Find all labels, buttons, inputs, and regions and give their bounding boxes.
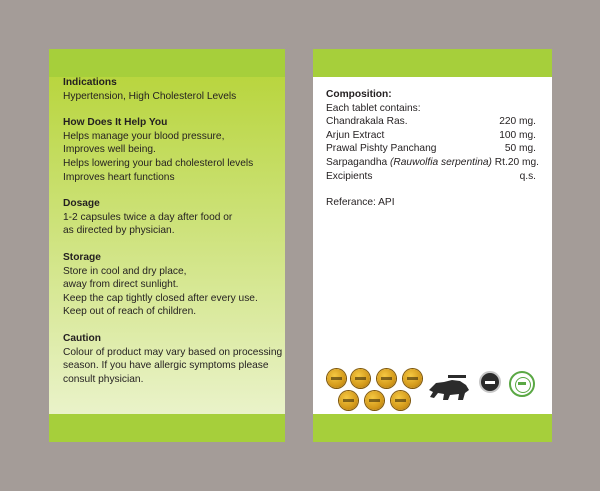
section-line: Hypertension, High Cholesterol Levels bbox=[63, 90, 237, 102]
quality-seal-icon bbox=[351, 369, 370, 388]
ingredient-name bbox=[326, 142, 436, 156]
section-line: consult physician. bbox=[63, 373, 144, 385]
section-line: Improves heart functions bbox=[63, 171, 175, 183]
make-in-india-lion-icon bbox=[428, 374, 470, 402]
section-line: Helps manage your blood pressure, bbox=[63, 130, 225, 142]
section-line: season. If you have allergic symptoms please bbox=[63, 360, 269, 372]
bottom-band bbox=[313, 414, 552, 442]
composition-title: Composition: bbox=[326, 89, 392, 100]
composition-card bbox=[313, 49, 552, 442]
ingredient-name-text: Chandrakala Ras. bbox=[326, 116, 408, 128]
section-heading: Caution bbox=[63, 332, 101, 344]
section-heading: How Does It Help You bbox=[63, 117, 168, 129]
ingredient-qty: q.s. bbox=[519, 170, 536, 182]
ingredient-qty: 20 mg. bbox=[507, 156, 539, 168]
section-line: as directed by physician. bbox=[63, 225, 175, 237]
natural-100-icon bbox=[509, 371, 535, 397]
ingredient-name bbox=[326, 115, 408, 129]
quality-seal-icon bbox=[377, 369, 396, 388]
ingredient-row bbox=[326, 129, 536, 143]
section-line: away from direct sunlight. bbox=[63, 279, 179, 291]
quality-seal-icon bbox=[403, 369, 422, 388]
composition-intro: Each tablet contains: bbox=[326, 102, 421, 114]
section-storage bbox=[63, 251, 275, 319]
ingredient-qty: 50 mg. bbox=[504, 143, 536, 155]
section-line: Keep out of reach of children. bbox=[63, 306, 197, 318]
ingredient-row bbox=[326, 156, 539, 170]
info-card bbox=[49, 49, 285, 442]
section-heading: Storage bbox=[63, 251, 101, 263]
section-line: Store in cool and dry place, bbox=[63, 265, 187, 277]
section-heading: Dosage bbox=[63, 198, 100, 210]
reference-text: Referance: API bbox=[326, 197, 395, 209]
section-line: Keep the cap tightly closed after every use. bbox=[63, 292, 258, 304]
ingredient-name bbox=[326, 170, 372, 184]
ingredient-row bbox=[326, 115, 536, 129]
ingredient-row bbox=[326, 170, 536, 184]
quality-seal-icon bbox=[339, 391, 358, 410]
info-content bbox=[63, 76, 283, 399]
quality-seal-icon bbox=[391, 391, 410, 410]
section-indications bbox=[63, 76, 275, 103]
ingredient-name bbox=[326, 156, 508, 170]
section-dosage bbox=[63, 197, 275, 238]
ingredient-name-text: Excipients bbox=[326, 170, 373, 182]
section-line: Improves well being. bbox=[63, 144, 156, 156]
quality-seal-icon bbox=[365, 391, 384, 410]
ingredient-name-text: Arjun Extract bbox=[326, 129, 385, 141]
ingredient-name-suffix: Rt. bbox=[491, 156, 508, 168]
bottom-band bbox=[49, 414, 285, 442]
ingredient-list bbox=[326, 115, 539, 183]
gmp-quality-icon bbox=[479, 371, 501, 393]
section-caution bbox=[63, 332, 283, 386]
ingredient-row bbox=[326, 142, 536, 156]
ingredient-name bbox=[326, 129, 384, 143]
top-band bbox=[313, 49, 552, 77]
quality-seal-icon bbox=[327, 369, 346, 388]
section-heading: Indications bbox=[63, 77, 117, 88]
section-line: Helps lowering your bad cholesterol levels bbox=[63, 157, 254, 169]
quality-seals bbox=[325, 367, 425, 413]
ingredient-qty: 100 mg. bbox=[499, 129, 536, 141]
ingredient-name-text: Sarpagandha bbox=[326, 156, 391, 168]
ingredient-botanical-name: (Rauwolfia serpentina) bbox=[390, 156, 492, 168]
composition-content bbox=[326, 88, 539, 210]
top-band bbox=[49, 49, 285, 77]
section-how-does-it-help-you bbox=[63, 116, 275, 184]
section-line: Colour of product may vary based on processing bbox=[63, 346, 283, 358]
section-line: 1-2 capsules twice a day after food or bbox=[63, 211, 233, 223]
ingredient-name-text: Prawal Pishty Panchang bbox=[326, 143, 437, 155]
ingredient-qty: 220 mg. bbox=[499, 116, 536, 128]
